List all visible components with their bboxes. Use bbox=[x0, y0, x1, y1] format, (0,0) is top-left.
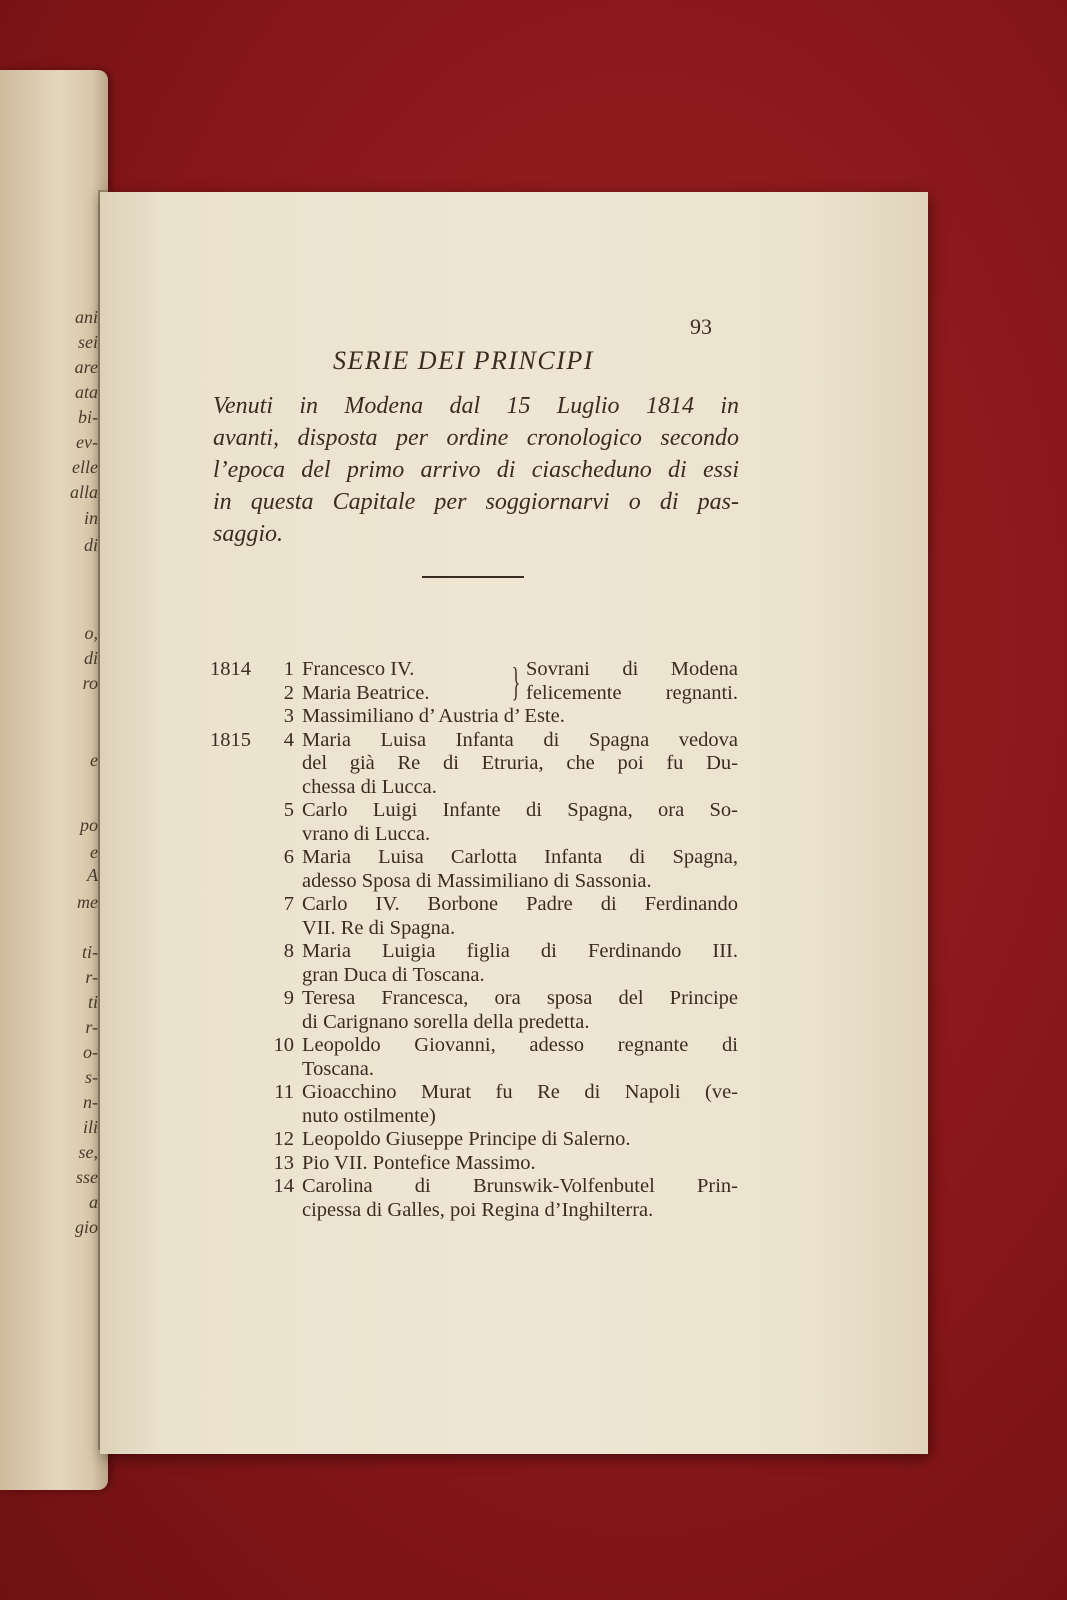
entry-line: Maria Luigia figlia di Ferdinando III. bbox=[302, 940, 738, 962]
left-page-fragment: e bbox=[90, 842, 98, 862]
left-page-fragment: di bbox=[83, 648, 98, 668]
left-page-fragment: ili bbox=[82, 1117, 98, 1137]
entry-number: 10 bbox=[273, 1034, 294, 1056]
entry-line: Teresa Francesca, ora sposa del Principe bbox=[302, 987, 738, 1009]
entry-line: Leopoldo Giuseppe Principe di Salerno. bbox=[302, 1128, 631, 1150]
page-subtitle bbox=[213, 390, 739, 550]
left-page-fragment: po bbox=[80, 815, 98, 835]
entry-line: chessa di Lucca. bbox=[302, 775, 437, 798]
left-page-fragment: n- bbox=[83, 1092, 98, 1112]
entry-line: Maria Luisa Carlotta Infanta di Spagna, bbox=[302, 846, 738, 868]
page-number: 93 bbox=[690, 314, 712, 339]
brace-symbol: } bbox=[511, 659, 521, 704]
entry-number: 4 bbox=[283, 728, 294, 751]
entry-line: VII. Re di Spagna. bbox=[302, 916, 456, 939]
list-item bbox=[210, 987, 738, 1034]
list-item bbox=[210, 940, 738, 987]
list-item bbox=[210, 705, 738, 729]
entry-line: Leopoldo Giovanni, adesso regnante di bbox=[302, 1034, 738, 1056]
left-page-fragment: elle bbox=[72, 457, 98, 477]
entry-line: di Carignano sorella della predetta. bbox=[302, 1010, 590, 1033]
entry-number: 13 bbox=[273, 1151, 294, 1174]
book-page bbox=[100, 192, 928, 1454]
entry-line: Maria Luisa Infanta di Spagna vedova bbox=[302, 728, 738, 751]
left-page-fragment: s- bbox=[85, 1067, 98, 1087]
list-item bbox=[210, 1081, 738, 1128]
list-item bbox=[210, 1175, 738, 1222]
entry-name: Francesco IV. bbox=[302, 658, 415, 680]
entry-line: Gioacchino Murat fu Re di Napoli (ve- bbox=[302, 1081, 738, 1103]
page-title: SERIE DEI PRINCIPI bbox=[333, 346, 594, 375]
subtitle-line: Venuti in Modena dal 15 Luglio 1814 in bbox=[213, 393, 739, 419]
subtitle-line: saggio. bbox=[213, 521, 284, 547]
subtitle-line: l’epoca del primo arrivo di ciascheduno di essi bbox=[213, 457, 739, 483]
left-page-fragment: e bbox=[90, 750, 98, 770]
list-item bbox=[210, 799, 738, 846]
sovereigns-group bbox=[302, 658, 738, 705]
entry-line: adesso Sposa di Massimiliano di Sassonia. bbox=[302, 869, 652, 892]
left-page-fragment: A bbox=[87, 865, 98, 885]
left-page-fragment: are bbox=[74, 357, 98, 377]
left-page-fragment: ro bbox=[82, 673, 98, 693]
left-page-fragment: ti- bbox=[82, 942, 98, 962]
entry-line: gran Duca di Toscana. bbox=[302, 963, 485, 986]
list-item bbox=[210, 1034, 738, 1081]
entry-line: Pio VII. Pontefice Massimo. bbox=[302, 1151, 536, 1174]
entry-line: Massimiliano d’ Austria d’ Este. bbox=[302, 705, 565, 727]
entry-number: 12 bbox=[273, 1128, 294, 1150]
left-page-fragment: a bbox=[89, 1192, 98, 1212]
entry-number: 9 bbox=[283, 987, 294, 1009]
left-page-fragment: alla bbox=[69, 482, 98, 502]
section-divider bbox=[422, 576, 524, 578]
left-page-fragment: me bbox=[77, 892, 98, 912]
entry-number: 2 bbox=[283, 681, 294, 704]
left-page-fragment: gio bbox=[74, 1217, 98, 1237]
list-item bbox=[210, 893, 738, 940]
left-page-fragment: sse bbox=[76, 1167, 98, 1187]
entry-line: Carlo IV. Borbone Padre di Ferdinando bbox=[302, 893, 738, 915]
left-page-fragment: ata bbox=[74, 382, 98, 402]
left-page-fragment: r- bbox=[85, 967, 98, 987]
list-item bbox=[210, 846, 738, 893]
left-page-fragment: sei bbox=[78, 332, 98, 352]
entry-number: 1 bbox=[283, 658, 294, 680]
entry-line: Carlo Luigi Infante di Spagna, ora So- bbox=[302, 799, 738, 821]
entry-year: 1814 bbox=[210, 658, 251, 680]
list-item bbox=[210, 658, 738, 705]
group-note: Sovrani di Modena bbox=[526, 658, 738, 680]
entry-number: 14 bbox=[273, 1175, 294, 1197]
entry-line: del già Re di Etruria, che poi fu Du- bbox=[302, 752, 738, 774]
left-page-fragment: bi- bbox=[78, 407, 98, 427]
group-note: felicemente regnanti. bbox=[526, 681, 738, 704]
entry-line: vrano di Lucca. bbox=[302, 822, 431, 845]
left-page-fragment: o, bbox=[84, 623, 98, 643]
list-item bbox=[210, 1152, 738, 1176]
entry-number: 7 bbox=[283, 893, 294, 915]
list-item bbox=[210, 1128, 738, 1152]
left-page-fragment: se, bbox=[78, 1142, 98, 1162]
entry-line: Carolina di Brunswik-Volfenbutel Prin- bbox=[302, 1175, 738, 1197]
entry-line: cipessa di Galles, poi Regina d’Inghilterra. bbox=[302, 1198, 654, 1221]
list-item bbox=[210, 729, 738, 800]
entry-number: 8 bbox=[283, 940, 294, 962]
left-page-fragment: o- bbox=[83, 1042, 98, 1062]
previous-page-edge bbox=[0, 70, 108, 1490]
left-page-fragment: ti bbox=[87, 992, 98, 1012]
subtitle-line: avanti, disposta per ordine cronologico secondo bbox=[213, 425, 739, 451]
left-page-fragment: di bbox=[83, 535, 98, 555]
princes-list bbox=[210, 658, 738, 1222]
entry-line: nuto ostilmente) bbox=[302, 1104, 436, 1127]
entry-name: Maria Beatrice. bbox=[302, 681, 430, 704]
entry-number: 3 bbox=[283, 705, 294, 727]
subtitle-line: in questa Capitale per soggiornarvi o di pas- bbox=[213, 489, 739, 515]
left-page-fragment: ev- bbox=[76, 432, 98, 452]
entry-line: Toscana. bbox=[302, 1057, 374, 1080]
left-page-fragment: r- bbox=[85, 1017, 98, 1037]
left-page-fragment: in bbox=[83, 508, 98, 528]
left-page-fragment: ani bbox=[74, 307, 98, 327]
entry-number: 5 bbox=[283, 799, 294, 821]
entry-number: 6 bbox=[283, 846, 294, 868]
entry-year: 1815 bbox=[210, 728, 251, 751]
entry-number: 11 bbox=[274, 1081, 294, 1103]
